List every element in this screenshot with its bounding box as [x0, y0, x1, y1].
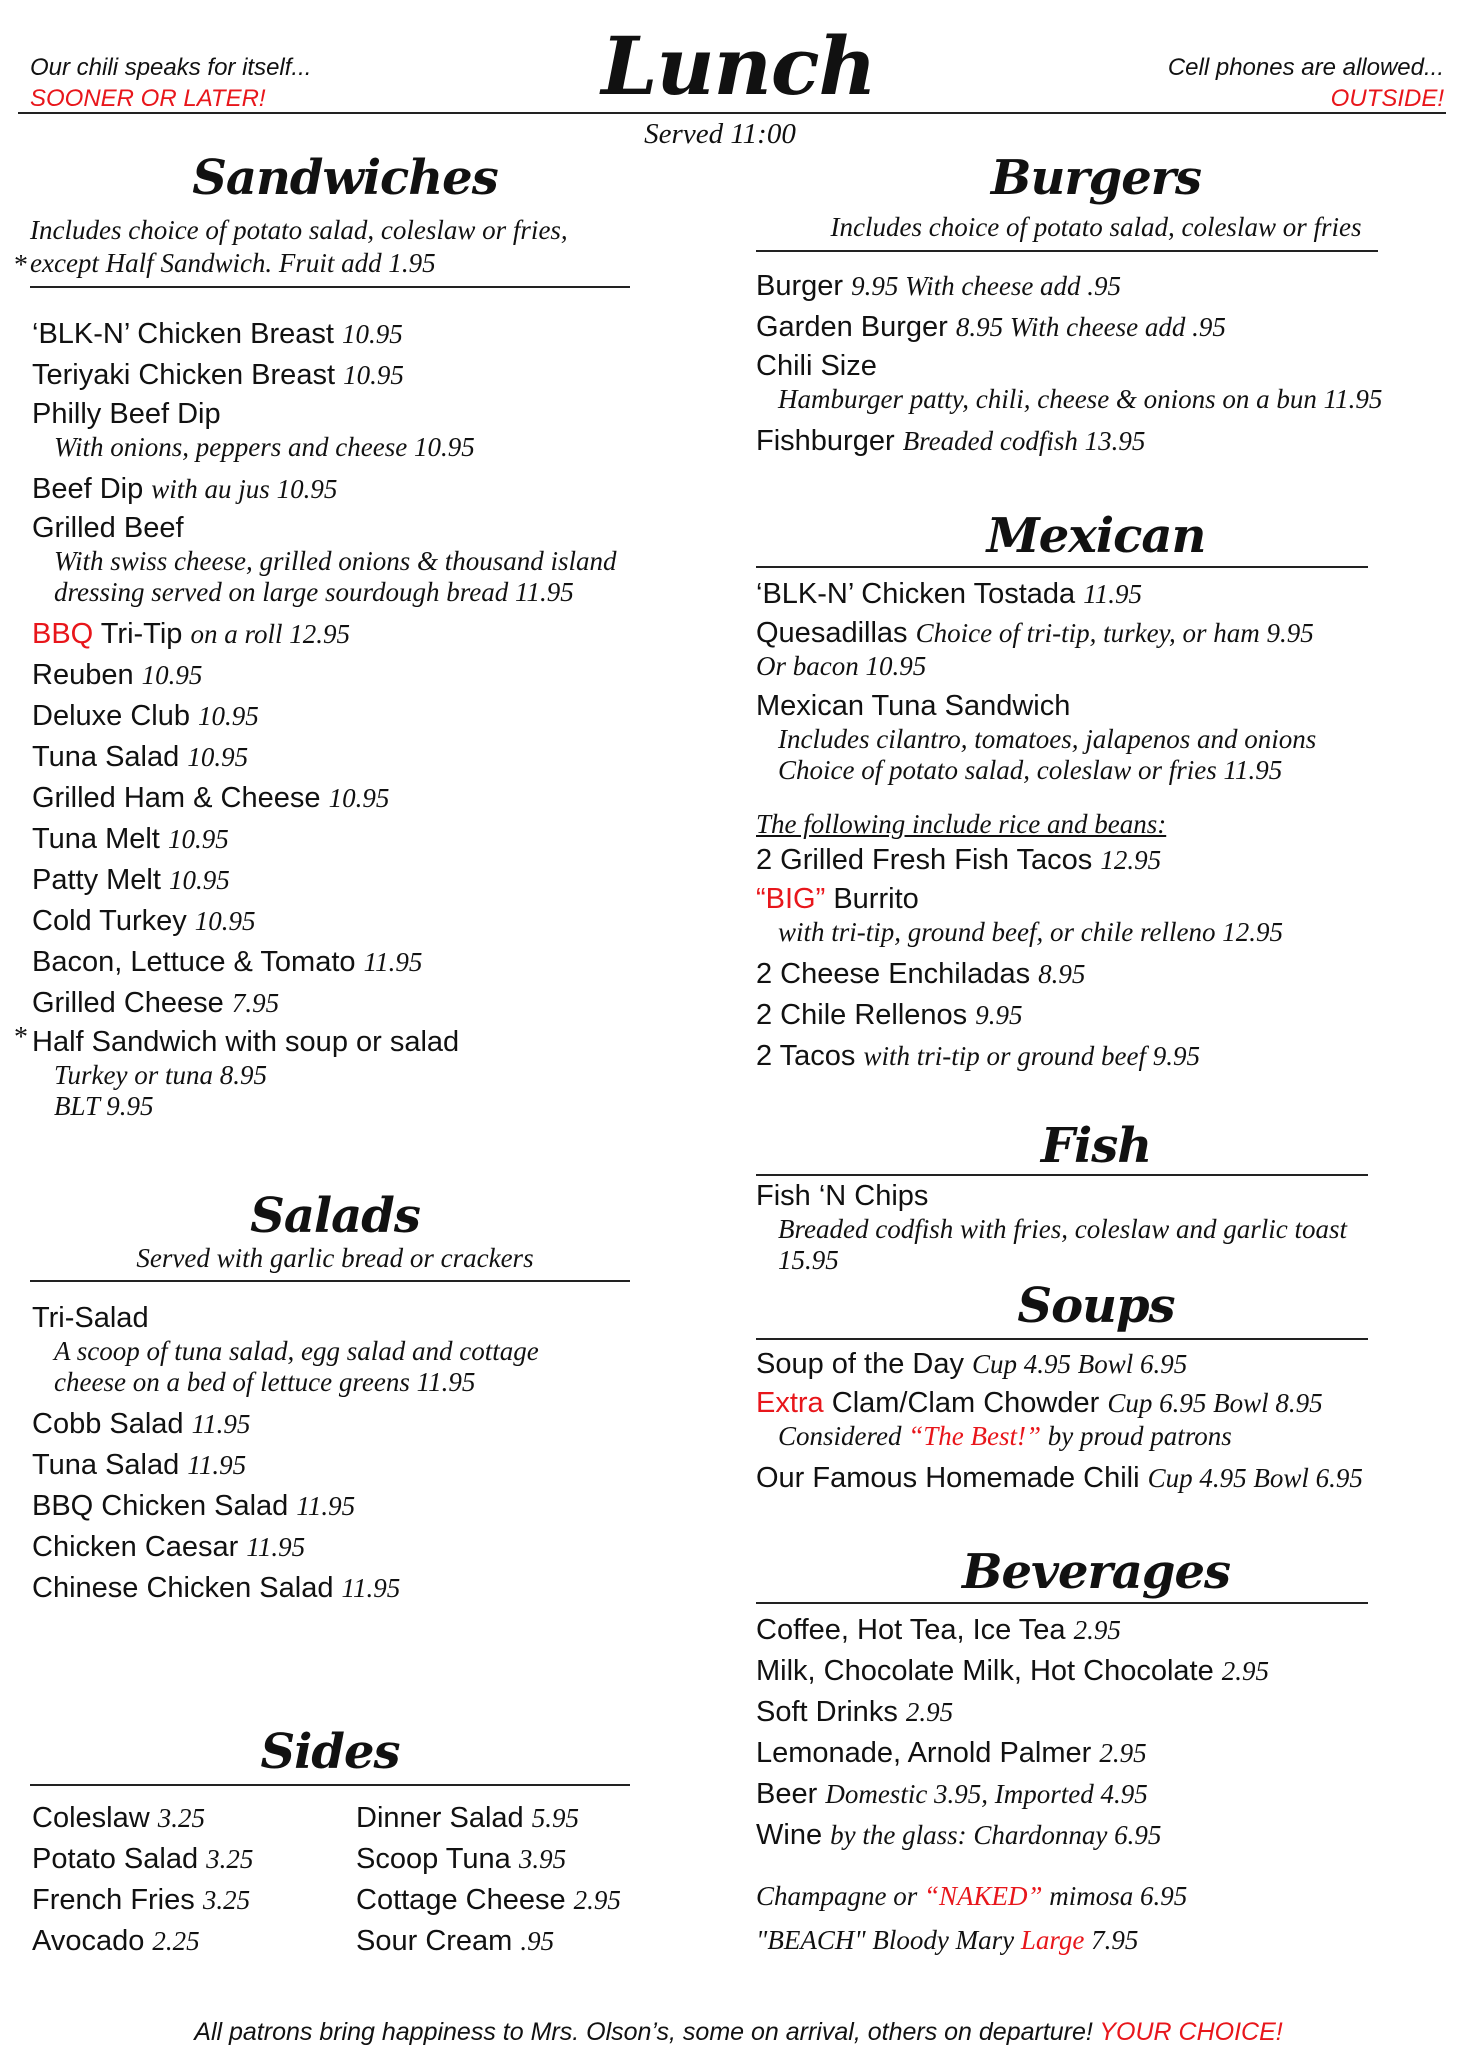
item-name: Mexican Tuna Sandwich — [756, 690, 1071, 722]
item-price: 11.95 — [363, 947, 423, 977]
item-price: by the glass: Chardonnay 6.95 — [830, 1820, 1162, 1850]
sides-right-column — [356, 1798, 621, 1962]
item-price: with au jus 10.95 — [151, 474, 338, 504]
item-price: 10.95 — [194, 906, 256, 936]
menu-item — [756, 1344, 1363, 1385]
half-sandwich-asterisk: * — [14, 1022, 28, 1053]
item-name: Chicken Caesar — [32, 1531, 239, 1563]
menu-item — [756, 421, 1382, 462]
menu-item — [756, 574, 1316, 615]
menu-item — [32, 655, 617, 696]
item-price: 10.95 — [167, 824, 229, 854]
menu-item — [356, 1921, 621, 1962]
item-price: 3.25 — [157, 1803, 205, 1833]
item-description: Breaded codfish with fries, coleslaw and garlic toast — [778, 1214, 1347, 1244]
menu-item — [32, 1839, 253, 1880]
desc-highlight: “The Best!” — [908, 1421, 1042, 1451]
menu-item — [32, 696, 617, 737]
item-name: Tri-Tip — [93, 618, 183, 650]
menu-item — [756, 1692, 1269, 1733]
menu-item — [32, 901, 617, 942]
item-name: Deluxe Club — [32, 700, 190, 732]
item-price: .95 — [520, 1926, 555, 1956]
item-name: Milk, Chocolate Milk, Hot Chocolate — [756, 1655, 1214, 1687]
item-price: 8.95 With cheese add .95 — [955, 312, 1226, 342]
item-price: 7.95 — [231, 988, 280, 1018]
item-name: Grilled Ham & Cheese — [32, 782, 321, 814]
item-price: Choice of tri-tip, turkey, or ham 9.95 — [915, 618, 1314, 648]
served-time: Served 11:00 — [644, 118, 796, 150]
item-price: 11.95 — [187, 1450, 247, 1480]
sandwiches-rule — [30, 286, 630, 288]
menu-item — [32, 355, 617, 396]
item-price: 2.95 — [573, 1885, 621, 1915]
item-price: 5.95 — [531, 1803, 579, 1833]
item-price: 10.95 — [187, 742, 249, 772]
header-rule — [18, 112, 1446, 114]
item-price: 9.95 With cheese add .95 — [851, 271, 1122, 301]
item-name: 2 Tacos — [756, 1040, 856, 1072]
item-description-2: cheese on a bed of lettuce greens 11.95 — [54, 1367, 476, 1397]
menu-item — [32, 469, 617, 510]
item-name: Patty Melt — [32, 864, 161, 896]
item-price: 2.95 — [1221, 1656, 1270, 1686]
item-price: with tri-tip or ground beef 9.95 — [863, 1041, 1200, 1071]
item-name: Chili Size — [756, 350, 877, 382]
burgers-list — [756, 266, 1382, 462]
item-name: Cobb Salad — [32, 1408, 184, 1440]
item-price: 10.95 — [198, 701, 259, 731]
item-name: Cold Turkey — [32, 905, 187, 937]
burgers-rule — [756, 250, 1378, 252]
item-name: Philly Beef Dip — [32, 398, 221, 430]
sandwiches-list — [32, 314, 617, 1128]
menu-item — [32, 1921, 253, 1962]
item-name: 2 Chile Rellenos — [756, 999, 968, 1031]
bloody-mary — [756, 1922, 1138, 1958]
menu-item — [32, 942, 617, 983]
item-name: Our Famous Homemade Chili — [756, 1462, 1140, 1494]
item-price: 10.95 — [141, 660, 203, 690]
bloody-post: 7.95 — [1084, 1925, 1139, 1955]
header-right-line1: Cell phones are allowed... — [1167, 54, 1444, 81]
menu-item — [32, 1798, 253, 1839]
item-name: Grilled Beef — [32, 512, 184, 544]
item-description-2: BLT 9.95 — [54, 1091, 154, 1121]
menu-item — [32, 737, 617, 778]
item-name-highlight: Extra — [756, 1387, 824, 1419]
fish-title: Fish — [1040, 1118, 1152, 1174]
item-name: Soft Drinks — [756, 1696, 898, 1728]
item-description: Or bacon 10.95 — [756, 651, 927, 681]
item-name-highlight: BBQ — [32, 618, 94, 650]
item-price: on a roll 12.95 — [190, 619, 350, 649]
menu-item — [32, 819, 617, 860]
menu-item — [756, 307, 1382, 348]
salads-title: Salads — [250, 1188, 420, 1244]
menu-item — [756, 1733, 1269, 1774]
item-name: Teriyaki Chicken Breast — [32, 359, 335, 391]
menu-item — [756, 615, 1316, 682]
item-name: Clam/Clam Chowder — [823, 1387, 1100, 1419]
champagne-post: mimosa 6.95 — [1042, 1881, 1188, 1911]
desc-pre: Considered — [778, 1421, 909, 1451]
header-right-slogan — [1168, 52, 1444, 114]
salads-rule — [30, 1280, 630, 1282]
desc-post: by proud patrons — [1041, 1421, 1232, 1451]
header-right-line2: OUTSIDE! — [1330, 85, 1444, 112]
burgers-subtitle: Includes choice of potato salad, coleslaw or fries — [830, 212, 1362, 242]
mexican-rule — [756, 566, 1368, 568]
item-price: 11.95 — [341, 1573, 401, 1603]
menu-item — [32, 614, 617, 655]
fish-list — [756, 1178, 1347, 1282]
sides-rule — [30, 1784, 630, 1786]
footer-tagline — [0, 2018, 1477, 2047]
fish-rule — [756, 1174, 1368, 1176]
item-price: 3.25 — [202, 1885, 251, 1915]
sandwiches-subtitle-line2: except Half Sandwich. Fruit add 1.95 — [30, 248, 436, 278]
item-price: 2.95 — [1073, 1615, 1121, 1645]
soups-list — [756, 1344, 1363, 1499]
item-name: Beef Dip — [32, 473, 144, 505]
menu-item — [32, 1486, 539, 1527]
item-name: Tuna Melt — [32, 823, 160, 855]
item-price: 3.25 — [206, 1844, 254, 1874]
menu-item — [756, 1458, 1363, 1499]
menu-item — [756, 1774, 1269, 1815]
beverages-list — [756, 1610, 1269, 1856]
menu-item — [32, 314, 617, 355]
item-description: With onions, peppers and cheese 10.95 — [54, 432, 475, 462]
item-price: 11.95 — [296, 1491, 356, 1521]
item-price: 3.95 — [518, 1844, 567, 1874]
item-price: 2.25 — [152, 1926, 200, 1956]
menu-item — [756, 840, 1283, 881]
menu-item — [32, 396, 617, 463]
menu-item — [756, 1385, 1363, 1452]
item-name: Garden Burger — [756, 311, 948, 343]
mexican-title: Mexican — [986, 508, 1206, 564]
item-price: 12.95 — [1100, 845, 1162, 875]
mexican-list-2 — [756, 840, 1283, 1077]
item-name: Lemonade, Arnold Palmer — [756, 1737, 1092, 1769]
item-name: Grilled Cheese — [32, 987, 224, 1019]
menu-item — [32, 510, 617, 608]
item-name: Sour Cream — [356, 1925, 513, 1957]
sides-title: Sides — [260, 1724, 400, 1780]
sandwiches-subtitle-line1: Includes choice of potato salad, coleslaw or fries, — [30, 215, 568, 245]
beverages-title: Beverages — [961, 1544, 1231, 1600]
item-price: Breaded codfish 13.95 — [902, 426, 1146, 456]
item-name: Reuben — [32, 659, 134, 691]
item-description: Includes cilantro, tomatoes, jalapenos and onions — [778, 724, 1317, 754]
item-name: French Fries — [32, 1884, 195, 1916]
item-price: 10.95 — [169, 865, 230, 895]
large-label: Large — [1020, 1925, 1085, 1955]
item-price: 11.95 — [246, 1532, 306, 1562]
menu-item — [756, 348, 1382, 415]
menu-item — [356, 1798, 621, 1839]
item-name: Fish ‘N Chips — [756, 1180, 929, 1212]
menu-item — [356, 1880, 621, 1921]
item-name: 2 Cheese Enchiladas — [756, 958, 1031, 990]
item-price: Cup 6.95 Bowl 8.95 — [1107, 1388, 1323, 1418]
beverages-rule — [756, 1602, 1368, 1604]
sides-left-column — [32, 1798, 253, 1962]
item-name: BBQ Chicken Salad — [32, 1490, 289, 1522]
item-price: 9.95 — [975, 1000, 1023, 1030]
page-title: Lunch — [601, 19, 876, 113]
item-name: Chinese Chicken Salad — [32, 1572, 334, 1604]
item-name: Coleslaw — [32, 1802, 150, 1834]
champagne-mimosa — [756, 1878, 1187, 1914]
item-price: Domestic 3.95, Imported 4.95 — [825, 1779, 1148, 1809]
item-price: 10.95 — [342, 319, 403, 349]
item-name: Beer — [756, 1778, 818, 1810]
menu-item — [756, 266, 1382, 307]
menu-item — [32, 1527, 539, 1568]
item-price: 2.95 — [905, 1697, 954, 1727]
menu-item — [756, 954, 1283, 995]
menu-item — [756, 1178, 1347, 1276]
menu-item — [756, 1651, 1269, 1692]
footer-your-choice: YOUR CHOICE! — [1099, 2018, 1283, 2046]
item-description: with tri-tip, ground beef, or chile relleno 12.95 — [778, 917, 1283, 947]
menu-item — [756, 881, 1283, 948]
item-price: 11.95 — [191, 1409, 251, 1439]
soups-title: Soups — [1017, 1278, 1175, 1334]
item-price: 10.95 — [343, 360, 404, 390]
asterisk-marker: * — [14, 250, 28, 281]
menu-item — [32, 1880, 253, 1921]
item-name: Tuna Salad — [32, 741, 180, 773]
item-name: Soup of the Day — [756, 1348, 964, 1380]
item-description: With swiss cheese, grilled onions & thousand island — [54, 546, 617, 576]
menu-item — [756, 1036, 1283, 1077]
salads-subtitle: Served with garlic bread or crackers — [136, 1243, 534, 1273]
item-name: Burrito — [825, 883, 919, 915]
menu-item — [756, 1610, 1269, 1651]
item-name: Burger — [756, 270, 844, 302]
item-price: Cup 4.95 Bowl 6.95 — [1147, 1463, 1363, 1493]
item-name: Half Sandwich with soup or salad — [32, 1026, 460, 1058]
item-name: ‘BLK-N’ Chicken Breast — [32, 318, 334, 350]
item-description: A scoop of tuna salad, egg salad and cottage — [54, 1336, 539, 1366]
item-description-2: Choice of potato salad, coleslaw or fries 11.95 — [778, 755, 1283, 785]
item-name: ‘BLK-N’ Chicken Tostada — [756, 578, 1076, 610]
item-price: 10.95 — [328, 783, 390, 813]
menu-item — [32, 1568, 539, 1609]
item-name: Scoop Tuna — [356, 1843, 511, 1875]
menu-item — [32, 1024, 617, 1122]
menu-item — [756, 995, 1283, 1036]
item-description — [756, 1421, 1363, 1452]
item-price: 2.95 — [1099, 1738, 1147, 1768]
item-name: Fishburger — [756, 425, 895, 457]
item-name: Coffee, Hot Tea, Ice Tea — [756, 1614, 1066, 1646]
item-name: Potato Salad — [32, 1843, 199, 1875]
item-name: Wine — [756, 1819, 823, 1851]
item-description-2: 15.95 — [778, 1245, 839, 1275]
champagne-pre: Champagne or — [756, 1881, 924, 1911]
menu-item — [32, 1300, 539, 1398]
item-price: 11.95 — [1083, 579, 1142, 609]
item-name: 2 Grilled Fresh Fish Tacos — [756, 844, 1093, 876]
item-description: Hamburger patty, chili, cheese & onions on a bun 11.95 — [778, 384, 1383, 414]
sandwiches-subtitle — [30, 214, 650, 280]
menu-item — [756, 1815, 1269, 1856]
item-description-2: dressing served on large sourdough bread 11.95 — [54, 577, 574, 607]
item-name: Dinner Salad — [356, 1802, 524, 1834]
salads-list — [32, 1300, 539, 1609]
item-name: Tri-Salad — [32, 1302, 149, 1334]
soups-rule — [756, 1338, 1368, 1340]
naked-label: “NAKED” — [924, 1881, 1043, 1911]
header-left-line1: Our chili speaks for itself... — [30, 54, 312, 81]
item-name: Cottage Cheese — [356, 1884, 566, 1916]
item-price: 8.95 — [1038, 959, 1086, 989]
menu-item — [756, 688, 1316, 786]
mexican-list — [756, 574, 1316, 792]
item-name: Quesadillas — [756, 617, 908, 649]
burgers-title: Burgers — [990, 150, 1202, 206]
item-name: Bacon, Lettuce & Tomato — [32, 946, 356, 978]
item-name: Avocado — [32, 1925, 145, 1957]
menu-item — [356, 1839, 621, 1880]
item-description: Turkey or tuna 8.95 — [54, 1060, 267, 1090]
footer-text: All patrons bring happiness to Mrs. Olson’s, some on arrival, others on departure! — [194, 2018, 1100, 2046]
item-name-highlight: “BIG” — [756, 883, 826, 915]
header-left-line2: SOONER OR LATER! — [30, 85, 266, 112]
sandwiches-title: Sandwiches — [192, 150, 498, 206]
bloody-pre: "BEACH" Bloody Mary — [756, 1925, 1021, 1955]
menu-item — [32, 860, 617, 901]
menu-item — [32, 778, 617, 819]
menu-item — [32, 983, 617, 1024]
item-price: Cup 4.95 Bowl 6.95 — [972, 1349, 1188, 1379]
menu-item — [32, 1404, 539, 1445]
rice-beans-note: The following include rice and beans: — [756, 809, 1167, 839]
menu-item — [32, 1445, 539, 1486]
item-name: Tuna Salad — [32, 1449, 180, 1481]
